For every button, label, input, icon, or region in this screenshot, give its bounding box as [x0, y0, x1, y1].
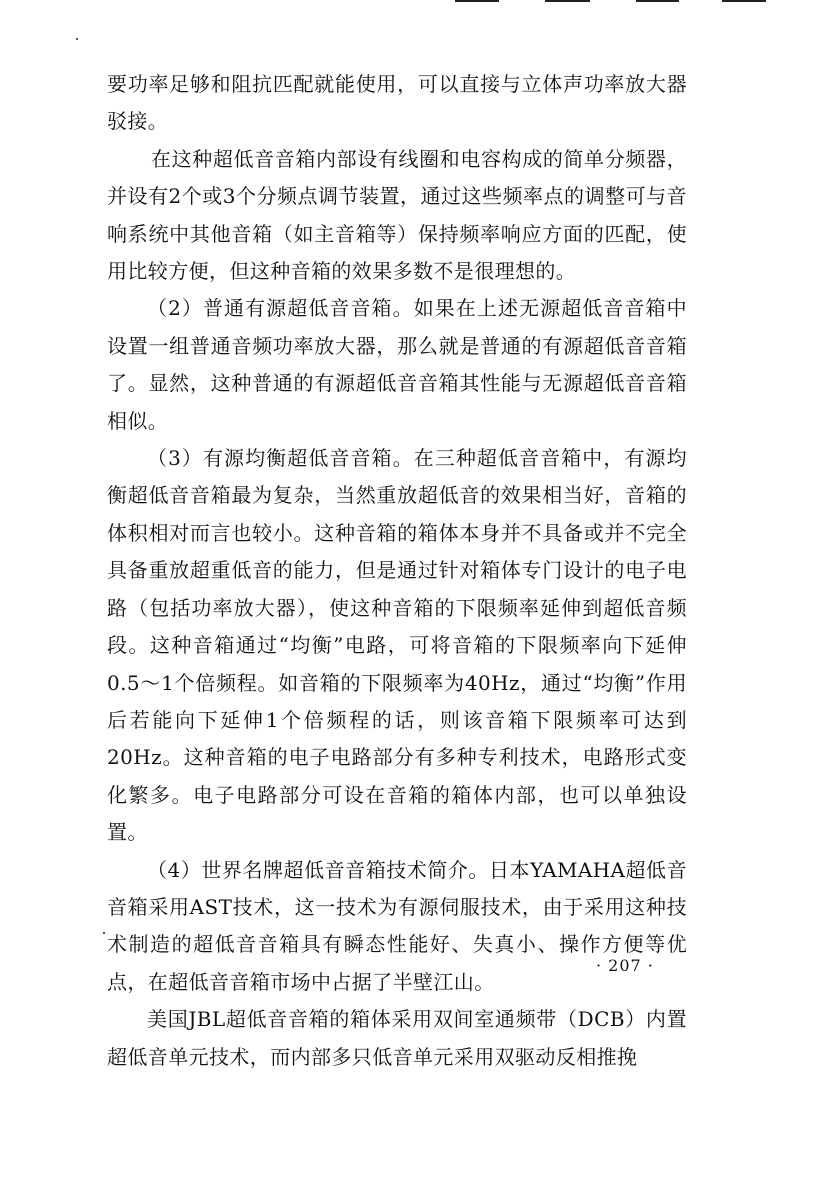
top-rule: [636, 0, 679, 2]
top-rule: [545, 0, 590, 2]
paragraph-continued: 要功率足够和阻抗匹配就能使用，可以直接与立体声功率放大器驳接。: [107, 72, 687, 134]
paragraph-brand-technology: （4）世界名牌超低音音箱技术简介。日本YAMAHA超低音音箱采用AST技术，这一技术为有源伺服技术，由于采用这种技术制造的超低音音箱具有瞬态性能好、失真小、操作方便等优点，在超低音音箱市场中占据了半壁江山。: [107, 857, 687, 994]
body-text: [107, 66, 687, 1076]
page-number: · 207 ·: [596, 956, 654, 975]
paragraph-jbl: 美国JBL超低音音箱的箱体采用双间室通频带（DCB）内置超低音单元技术，而内部多只低音单元采用双驱动反相推挽: [107, 1007, 687, 1069]
scan-speck: [76, 38, 78, 40]
top-rule: [455, 0, 499, 2]
scan-speck: [103, 932, 105, 934]
paragraph-normal-active: （2）普通有源超低音音箱。如果在上述无源超低音音箱中设置一组普通音频功率放大器，那么就是普通的有源超低音音箱了。显然，这种普通的有源超低音音箱其性能与无源超低音音箱相似。: [107, 296, 687, 433]
paragraph-crossover: 在这种超低音音箱内部设有线圈和电容构成的简单分频器，并设有2个或3个分频点调节装置，通过这些频率点的调整可与音响系统中其他音箱（如主音箱等）保持频率响应方面的匹配，使用比较方便，但这种音箱的效果多数不是很理想的。: [107, 146, 687, 284]
top-rule: [722, 0, 766, 2]
paragraph-active-equalized: （3）有源均衡超低音音箱。在三种超低音音箱中，有源均衡超低音音箱最为复杂，当然重放超低音的效果相当好，音箱的体积相对而言也较小。这种音箱的箱体本身并不具备或并不完全具备重放超重低音的能力，但是通过针对箱体专门设计的电子电路（包括功率放大器），使这种音箱的下限频率延伸到超低音频段。这种音箱通过“均衡”电路，可将音箱的下限频率向下延伸0.5～1个倍频程。如音箱的下限频率为40Hz，通过“均衡”作用后若能向下延伸1个倍频程的话，则该音箱下限频率可达到20Hz。这种音箱的电子电路部分有多种专利技术，电路形式变化繁多。电子电路部分可设在音箱的箱体内部，也可以单独设置。: [107, 446, 687, 845]
